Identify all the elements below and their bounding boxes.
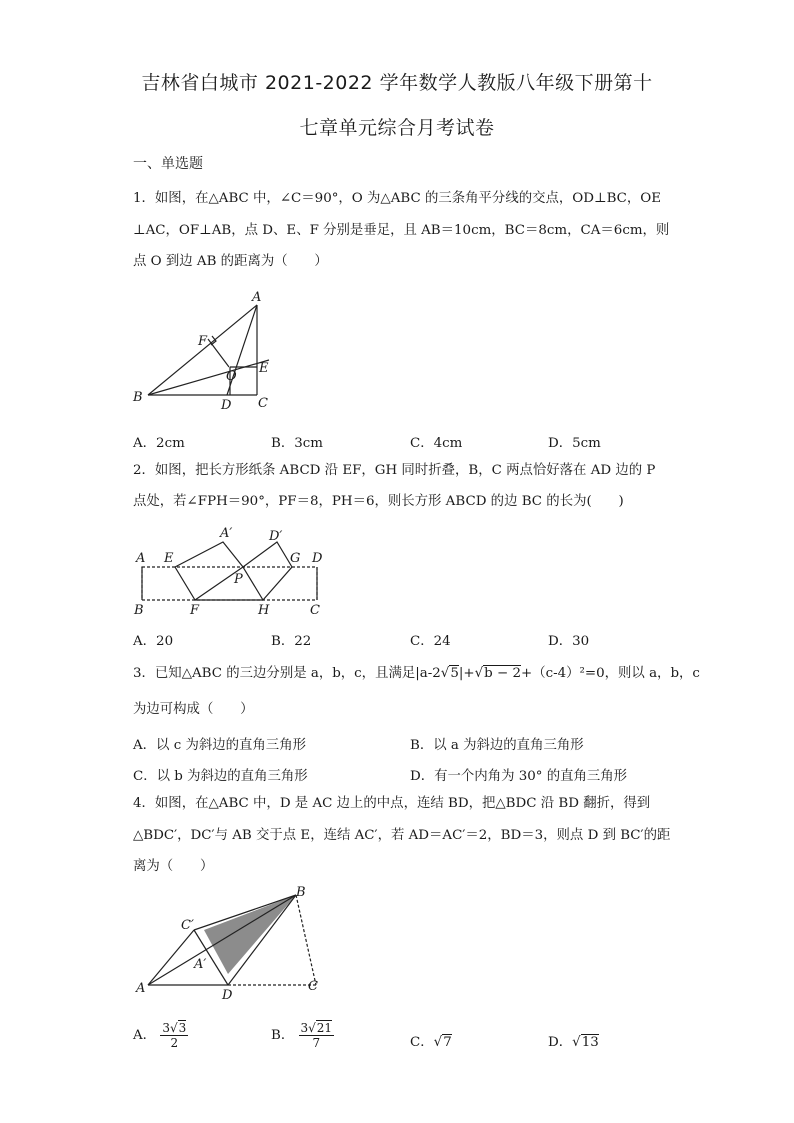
q2-label-c: C xyxy=(310,603,320,618)
q4-text-line-1: 4．如图，在△ABC 中，D 是 AC 边上的中点，连结 BD，把△BDC 沿 BD 翻折，得到 xyxy=(133,796,651,811)
q4-option-b[interactable] xyxy=(271,1021,334,1050)
q2-label-d: D xyxy=(312,551,323,566)
q2-rectangle-abcd xyxy=(142,567,317,600)
q1-option-d[interactable]: D．5cm xyxy=(548,436,601,451)
q2-label-e: E xyxy=(164,551,174,566)
q4-option-c-sqrt-sign: √ xyxy=(433,1035,443,1050)
q1-perp-of xyxy=(208,339,229,367)
q4-shaded-triangle xyxy=(204,895,296,974)
q3-text-mid: |+ xyxy=(458,666,475,681)
q2-label-f: F xyxy=(190,603,200,618)
q4-label-b: B xyxy=(296,885,306,900)
q4-option-a-letter: A． xyxy=(133,1028,157,1043)
q4-option-d-radicand: 13 xyxy=(581,1035,599,1050)
q2-label-h: H xyxy=(258,603,270,618)
q4-option-b-numerator: 3√21 xyxy=(300,1021,333,1035)
q4-option-c[interactable] xyxy=(410,1031,452,1050)
q2-text-line-2: 点处，若∠FPH＝90°，PF＝8，PH＝6，则长方形 ABCD 的边 BC 的长为( ) xyxy=(133,494,624,509)
q4-label-d: D xyxy=(222,988,233,1002)
q4-option-b-radicand: 21 xyxy=(316,1021,333,1035)
q4-option-a-coef: 3 xyxy=(162,1021,170,1035)
q3-text-post: +（c-4）²=0，则以 a，b，c xyxy=(520,666,700,681)
q1-label-f: F xyxy=(198,334,208,349)
q1-option-a[interactable]: A．2cm xyxy=(133,436,185,451)
q4-option-a-denominator: 2 xyxy=(170,1036,179,1050)
q4-label-c-prime: C′ xyxy=(181,918,194,933)
q4-label-a-prime: A′ xyxy=(194,957,207,972)
q2-label-p: P xyxy=(234,572,243,587)
q4-segment-ac-prime xyxy=(148,930,194,985)
paper-title-line-1: 吉林省白城市 2021-2022 学年数学人教版八年级下册第十 xyxy=(141,72,653,94)
q4-figure xyxy=(130,882,330,1002)
q4-edge-bc xyxy=(296,895,316,985)
section-heading: 一、单选题 xyxy=(133,156,203,172)
q2-option-c[interactable]: C．24 xyxy=(410,634,451,649)
q3-text-line-1 xyxy=(133,666,700,682)
q2-fold-left xyxy=(175,542,243,600)
q2-figure xyxy=(130,520,330,620)
q4-option-b-denominator: 7 xyxy=(312,1036,321,1050)
q1-label-b: B xyxy=(133,390,143,405)
q3-option-b[interactable]: B．以 a 为斜边的直角三角形 xyxy=(410,738,584,753)
q1-edge-ab xyxy=(148,305,257,395)
q2-label-a: A xyxy=(136,551,146,566)
q4-option-a-fraction xyxy=(160,1021,188,1050)
q3-radicand-2: b − 2 xyxy=(484,666,521,681)
q2-fold-right xyxy=(243,542,292,600)
q2-label-g: G xyxy=(290,551,301,566)
q1-bisector-b xyxy=(148,360,269,395)
q1-label-o: O xyxy=(226,369,237,384)
q4-option-d[interactable] xyxy=(548,1031,599,1050)
q4-label-c: C xyxy=(308,979,318,994)
q3-sqrt-sign-2: √ xyxy=(474,666,484,681)
q2-option-d[interactable]: D．30 xyxy=(548,634,590,649)
q2-option-b[interactable]: B．22 xyxy=(271,634,312,649)
q2-label-b: B xyxy=(134,603,144,618)
q4-option-b-coef: 3 xyxy=(300,1021,309,1035)
q4-option-a[interactable] xyxy=(133,1021,188,1050)
q2-text-line-1: 2．如图，把长方形纸条 ABCD 沿 EF，GH 同时折叠，B，C 两点恰好落在 AD 边的 P xyxy=(133,463,656,478)
q3-sqrt-sign-1: √ xyxy=(440,666,450,681)
q1-text-line-1: 1．如图，在△ABC 中，∠C＝90°，O 为△ABC 的三条角平分线的交点，OD⊥BC，OE xyxy=(133,191,662,206)
q4-edge-ab xyxy=(148,895,296,985)
q3-text-line-2: 为边可构成（ ） xyxy=(133,702,254,717)
q4-option-b-fraction xyxy=(299,1021,335,1050)
q4-option-a-numerator: 3√3 xyxy=(162,1021,187,1035)
q2-label-a-prime: A′ xyxy=(220,526,233,541)
q4-option-d-letter: D． xyxy=(548,1035,573,1050)
q4-option-c-radicand: 7 xyxy=(443,1035,452,1050)
q4-option-a-radicand: 3 xyxy=(178,1021,187,1035)
q1-text-line-3: 点 O 到边 AB 的距离为（ ） xyxy=(133,254,328,269)
q3-option-d[interactable]: D．有一个内角为 30° 的直角三角形 xyxy=(410,769,628,784)
q4-label-a: A xyxy=(136,981,146,996)
q1-text-line-2: ⊥AC，OF⊥AB，点 D、E、F 分别是垂足，且 AB＝10cm，BC＝8cm，CA＝6cm，则 xyxy=(133,223,670,238)
q4-option-b-letter: B． xyxy=(271,1028,295,1043)
q3-option-a[interactable]: A．以 c 为斜边的直角三角形 xyxy=(133,738,306,753)
q1-option-b[interactable]: B．3cm xyxy=(271,436,323,451)
q2-label-d-prime: D′ xyxy=(269,529,283,544)
q3-radicand-1: 5 xyxy=(450,666,459,681)
q4-text-line-2: △BDC′，DC′与 AB 交于点 E，连结 AC′，若 AD＝AC′＝2，BD＝3，则点 D 到 BC′的距 xyxy=(133,828,671,843)
q2-option-a[interactable]: A．20 xyxy=(133,634,174,649)
q3-text-pre: 3．已知△ABC 的三边分别是 a，b，c，且满足|a-2 xyxy=(133,666,441,681)
q1-figure xyxy=(130,288,280,413)
q4-option-d-sqrt-sign: √ xyxy=(572,1035,581,1050)
q1-label-c: C xyxy=(258,396,268,411)
q1-option-c[interactable]: C．4cm xyxy=(410,436,463,451)
q4-option-c-letter: C． xyxy=(410,1035,434,1050)
q1-label-a: A xyxy=(252,290,262,305)
q3-option-c[interactable]: C．以 b 为斜边的直角三角形 xyxy=(133,769,308,784)
q1-label-d: D xyxy=(221,398,232,413)
q4-text-line-3: 离为（ ） xyxy=(133,859,214,874)
q1-label-e: E xyxy=(259,361,269,376)
paper-title-line-2: 七章单元综合月考试卷 xyxy=(299,117,495,139)
